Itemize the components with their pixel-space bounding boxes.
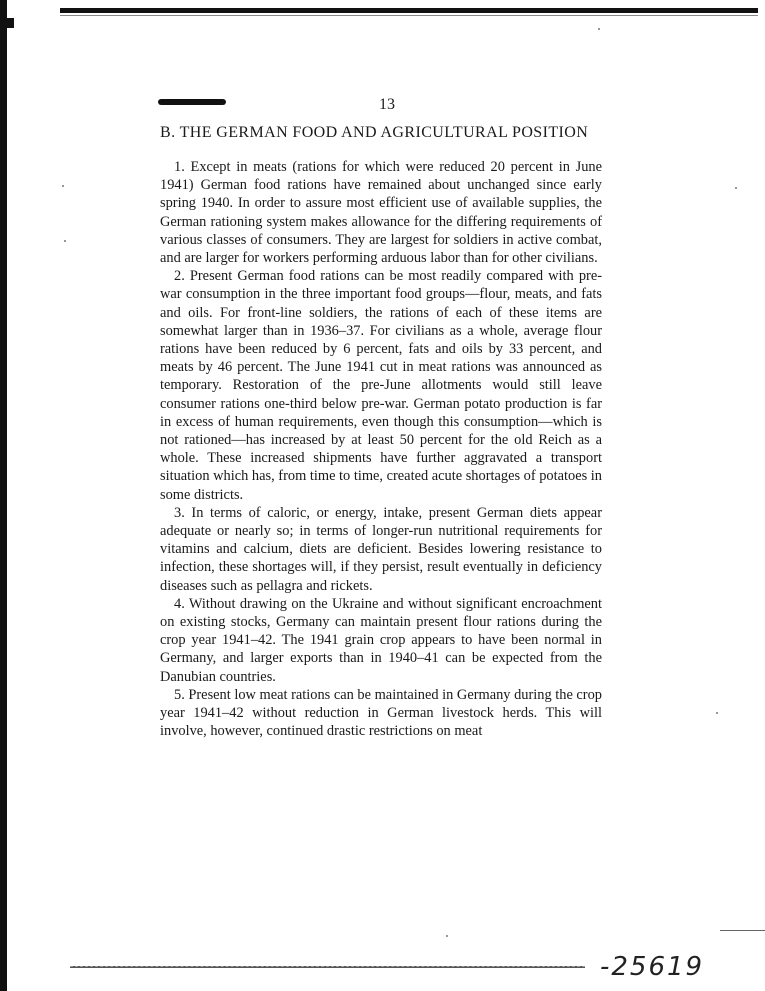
scan-speck <box>64 240 66 242</box>
scan-left-edge-tab <box>0 18 14 28</box>
scan-top-border-thin <box>60 15 758 16</box>
paragraph-1: 1. Except in meats (rations for which were reduced 20 percent in June 1941) German food rations have remained about unchanged since early spring 1940. In order to assure most efficient use of available supplies, the German rationing system makes allowance for the differing requirements of various classes of consumers. They are largest for soldiers in active combat, and are larger for workers performing arduous labor than for other civilians. <box>160 159 602 267</box>
section-title: B. THE GERMAN FOOD AND AGRICULTURAL POSITION <box>160 124 589 141</box>
scan-speck <box>446 935 448 937</box>
scan-left-edge <box>0 0 7 991</box>
scan-speck <box>62 185 64 187</box>
redaction-mark <box>158 99 226 105</box>
paragraph-3: 3. In terms of caloric, or energy, intake, present German diets appear adequate or nearly so; in terms of longer-run nutritional requirements for vitamins and calcium, diets are deficient. Besides lowering resistance to infection, these shortages will, if they persist, result eventually in deficiency diseases such as pellagra and rickets. <box>160 504 602 594</box>
scan-bottom-rule <box>70 966 585 968</box>
body-text <box>160 158 602 741</box>
paragraph-5: 5. Present low meat rations can be maintained in Germany during the crop year 1941–42 without reduction in German livestock herds. This will involve, however, continued drastic restrictions on meat <box>160 686 602 740</box>
handwritten-document-number: -25619 <box>600 952 705 982</box>
scan-speck <box>735 187 737 189</box>
scan-top-border <box>60 8 758 13</box>
scan-speck <box>716 712 718 714</box>
page-number: 13 <box>379 96 395 113</box>
paragraph-4: 4. Without drawing on the Ukraine and without significant encroachment on existing stocks, Germany can maintain present flour rations during the crop year 1941–42. The 1941 grain crop appears to have been normal in Germany, and larger exports than in 1940–41 can be expected from the Danubian countries. <box>160 595 602 685</box>
scan-right-rule <box>720 930 765 931</box>
paragraph-2: 2. Present German food rations can be most readily compared with pre-war consumption in the three important food groups—flour, meats, and fats and oils. For front-line soldiers, the rations of each of these items are somewhat larger than in 1936–37. For civilians as a whole, average flour rations have been reduced by 6 percent, fats and oils by 33 percent, and meats by 46 percent. The June 1941 cut in meat rations was announced as temporary. Restoration of the pre-June allotments would still leave consumer rations one-third below pre-war. German potato production is far in excess of human requirements, even though this consumption—which is not rationed—has increased by at least 50 percent for the old Reich as a whole. These increased shipments have further aggravated a transport situation which has, from time to time, created acute shortages of potatoes in some districts. <box>160 268 602 503</box>
scan-speck <box>598 28 600 30</box>
